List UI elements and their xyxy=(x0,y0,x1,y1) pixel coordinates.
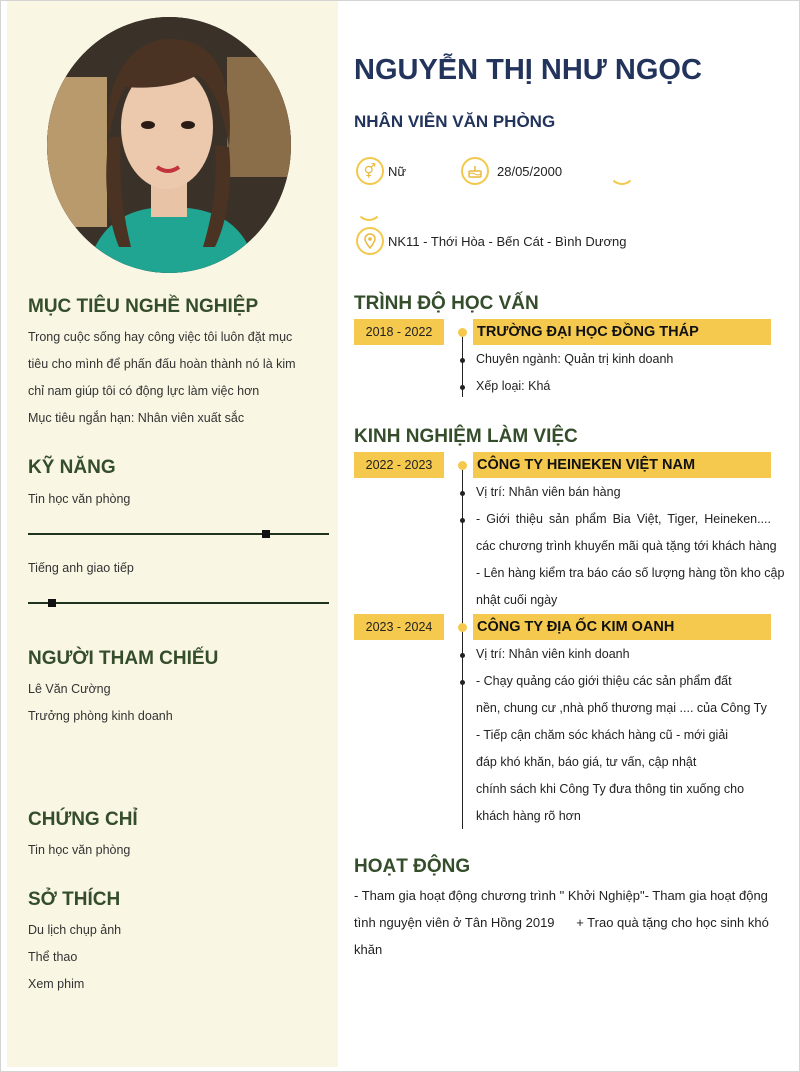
hobby-line: Du lịch chụp ảnh xyxy=(28,923,122,937)
timeline-bullet xyxy=(460,385,465,390)
gender-value: Nữ xyxy=(388,164,407,179)
decorative-arc xyxy=(609,159,635,185)
certificates-heading: CHỨNG CHỈ xyxy=(28,809,138,830)
job-line: Vị trí: Nhân viên bán hàng xyxy=(476,485,621,499)
job-line: chính sách khi Công Ty đưa thông tin xuống cho xyxy=(476,782,745,796)
objective-line: tiêu cho mình để phấn đấu hoàn thành nó là kim xyxy=(28,357,296,371)
hobby-line: Xem phim xyxy=(28,977,85,991)
birthday-value: 28/05/2000 xyxy=(497,164,563,179)
address-value: NK11 - Thới Hòa - Bến Cát - Bình Dương xyxy=(388,234,627,249)
timeline-bullet xyxy=(460,680,465,685)
company-name: CÔNG TY ĐỊA ỐC KIM OANH xyxy=(473,614,771,640)
job-line: các chương trình khuyến mãi quà tặng tới khách hàng xyxy=(476,539,777,553)
job-title: NHÂN VIÊN VĂN PHÒNG xyxy=(354,112,556,131)
references-heading: NGƯỜI THAM CHIẾU xyxy=(28,648,219,669)
company-name: CÔNG TY HEINEKEN VIỆT NAM xyxy=(473,452,771,478)
timeline-bullet xyxy=(460,653,465,658)
skill-name: Tin học văn phòng xyxy=(28,492,131,506)
activity-line: tình nguyện viên ở Tân Hồng 2019 + Trao quà tặng cho học sinh khó xyxy=(354,915,769,930)
timeline-dot xyxy=(458,328,467,337)
timeline-dot xyxy=(458,623,467,632)
birthday-cake-icon xyxy=(461,157,489,185)
skill-bar xyxy=(28,602,329,604)
gender-icon: ⚥ xyxy=(356,157,384,185)
activities-heading: HOẠT ĐỘNG xyxy=(354,856,471,877)
objective-heading: MỤC TIÊU NGHỀ NGHIỆP xyxy=(28,296,259,317)
year-tag: 2022 - 2023 xyxy=(354,452,444,478)
job-line: khách hàng rõ hơn xyxy=(476,809,581,823)
hobbies-heading: SỞ THÍCH xyxy=(28,889,121,910)
skills-heading: KỸ NĂNG xyxy=(28,457,116,478)
objective-line: Trong cuộc sống hay công việc tôi luôn đặt mục xyxy=(28,330,293,344)
reference-line: Trưởng phòng kinh doanh xyxy=(28,709,173,723)
location-icon xyxy=(356,227,384,255)
job-line: - Chạy quảng cáo giới thiệu các sản phẩm đất xyxy=(476,674,732,688)
decorative-arc xyxy=(356,195,382,221)
skill-bar xyxy=(28,533,329,535)
sidebar xyxy=(7,1,338,1067)
activity-line: khăn xyxy=(354,942,383,957)
timeline-bullet xyxy=(460,358,465,363)
skill-level-marker xyxy=(48,599,56,607)
job-line: đáp khó khăn, báo giá, tư vấn, cập nhật xyxy=(476,755,697,769)
timeline-bullet xyxy=(460,491,465,496)
timeline-dot xyxy=(458,461,467,470)
job-line: nhật cuối ngày xyxy=(476,593,558,607)
full-name: NGUYỄN THỊ NHƯ NGỌC xyxy=(354,54,702,86)
job-line: nền, chung cư ,nhà phố thương mại .... của Công Ty xyxy=(476,701,767,715)
education-line: Chuyên ngành: Quản trị kinh doanh xyxy=(476,352,674,366)
education-line: Xếp loại: Khá xyxy=(476,379,551,393)
school-name: TRƯỜNG ĐẠI HỌC ĐỒNG THÁP xyxy=(473,319,771,345)
skill-level-marker xyxy=(262,530,270,538)
education-heading: TRÌNH ĐỘ HỌC VẤN xyxy=(354,293,539,314)
timeline-bullet xyxy=(460,518,465,523)
job-line: Vị trí: Nhân viên kinh doanh xyxy=(476,647,630,661)
experience-heading: KINH NGHIỆM LÀM VIỆC xyxy=(354,426,578,447)
job-line: - Giới thiệu sản phẩm Bia Việt, Tiger, Heineken.... xyxy=(476,512,771,526)
year-tag: 2023 - 2024 xyxy=(354,614,444,640)
hobby-line: Thể thao xyxy=(28,950,78,964)
profile-photo xyxy=(47,17,291,273)
objective-line: Mục tiêu ngắn hạn: Nhân viên xuất sắc xyxy=(28,411,245,425)
skill-name: Tiếng anh giao tiếp xyxy=(28,561,134,575)
job-line: - Tiếp cận chăm sóc khách hàng cũ - mới giải xyxy=(476,728,729,742)
reference-line: Lê Văn Cường xyxy=(28,682,111,696)
job-line: - Lên hàng kiểm tra báo cáo số lượng hàng tồn kho cập xyxy=(476,566,785,580)
certificate-line: Tin học văn phòng xyxy=(28,843,131,857)
objective-line: chỉ nam giúp tôi có động lực làm việc hơn xyxy=(28,384,260,398)
year-tag: 2018 - 2022 xyxy=(354,319,444,345)
activity-line: - Tham gia hoạt động chương trình " Khởi Nghiệp"- Tham gia hoạt động xyxy=(354,888,768,903)
